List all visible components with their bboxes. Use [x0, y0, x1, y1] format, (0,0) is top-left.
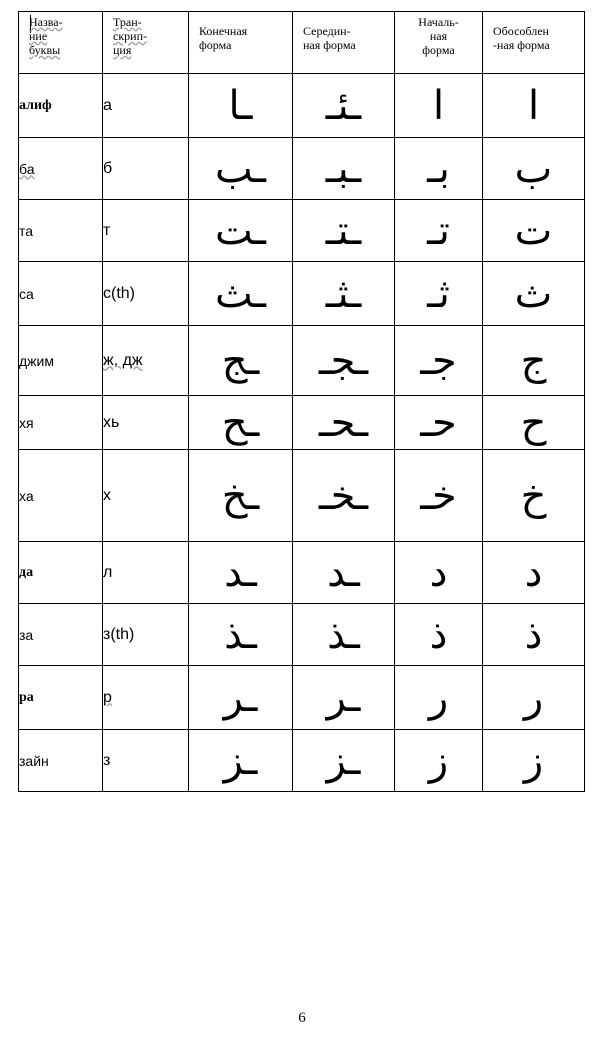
final-form: ـا [189, 74, 293, 138]
letter-name: ха [19, 450, 103, 542]
isolated-form: خ [483, 450, 585, 542]
letter-transcription: ж, дж [103, 326, 189, 396]
table-row [19, 262, 585, 326]
final-form: ـز [189, 730, 293, 792]
header-letter-name: Назва- ние буквы [19, 12, 103, 74]
letter-transcription: б [103, 138, 189, 200]
initial-form: خـ [395, 450, 483, 542]
header-transcription: Тран- скрип- ция [103, 12, 189, 74]
letter-name: алиф [19, 74, 103, 138]
medial-form: ـئـ [293, 74, 395, 138]
letter-transcription: р [103, 666, 189, 730]
isolated-form: د [483, 542, 585, 604]
table-row [19, 200, 585, 262]
medial-form: ـذ [293, 604, 395, 666]
letter-name: да [19, 542, 103, 604]
table-row [19, 396, 585, 450]
letter-name: за [19, 604, 103, 666]
letter-name: ба [19, 138, 103, 200]
medial-form: ـثـ [293, 262, 395, 326]
header-isolated-form: Обособлен -ная форма [483, 12, 585, 74]
header-medial-form: Середин- ная форма [293, 12, 395, 74]
initial-form: حـ [395, 396, 483, 450]
table-row [19, 450, 585, 542]
initial-form: ز [395, 730, 483, 792]
header-row [19, 12, 585, 74]
letter-transcription: т [103, 200, 189, 262]
final-form: ـد [189, 542, 293, 604]
isolated-form: ج [483, 326, 585, 396]
final-form: ـح [189, 396, 293, 450]
isolated-form: ز [483, 730, 585, 792]
isolated-form: ر [483, 666, 585, 730]
header-final-form: Конечная форма [189, 12, 293, 74]
medial-form: ـخـ [293, 450, 395, 542]
table-row [19, 730, 585, 792]
final-form: ـج [189, 326, 293, 396]
initial-form: جـ [395, 326, 483, 396]
letter-transcription: с(th) [103, 262, 189, 326]
initial-form: ثـ [395, 262, 483, 326]
table-row [19, 326, 585, 396]
letter-name: са [19, 262, 103, 326]
isolated-form: ث [483, 262, 585, 326]
letter-transcription: л [103, 542, 189, 604]
initial-form: بـ [395, 138, 483, 200]
isolated-form: ا [483, 74, 585, 138]
letter-name: та [19, 200, 103, 262]
medial-form: ـبـ [293, 138, 395, 200]
initial-form: ا [395, 74, 483, 138]
final-form: ـت [189, 200, 293, 262]
initial-form: د [395, 542, 483, 604]
letter-name: джим [19, 326, 103, 396]
medial-form: ـد [293, 542, 395, 604]
isolated-form: ت [483, 200, 585, 262]
initial-form: ر [395, 666, 483, 730]
medial-form: ـتـ [293, 200, 395, 262]
letter-name: хя [19, 396, 103, 450]
isolated-form: ب [483, 138, 585, 200]
table-row [19, 74, 585, 138]
letter-transcription: з(th) [103, 604, 189, 666]
final-form: ـر [189, 666, 293, 730]
medial-form: ـز [293, 730, 395, 792]
arabic-alphabet-table [18, 11, 585, 792]
final-form: ـب [189, 138, 293, 200]
medial-form: ـجـ [293, 326, 395, 396]
isolated-form: ذ [483, 604, 585, 666]
table-row [19, 666, 585, 730]
medial-form: ـر [293, 666, 395, 730]
table-row [19, 542, 585, 604]
letter-transcription: хь [103, 396, 189, 450]
letter-name: зайн [19, 730, 103, 792]
table-row [19, 138, 585, 200]
final-form: ـذ [189, 604, 293, 666]
initial-form: ذ [395, 604, 483, 666]
initial-form: تـ [395, 200, 483, 262]
letter-transcription: з [103, 730, 189, 792]
letter-transcription: х [103, 450, 189, 542]
letter-name: ра [19, 666, 103, 730]
final-form: ـث [189, 262, 293, 326]
header-initial-form: Началь- ная форма [395, 12, 483, 74]
page-number: 6 [298, 1010, 306, 1026]
isolated-form: ح [483, 396, 585, 450]
table-row [19, 604, 585, 666]
medial-form: ـحـ [293, 396, 395, 450]
final-form: ـخ [189, 450, 293, 542]
letter-transcription: а [103, 74, 189, 138]
